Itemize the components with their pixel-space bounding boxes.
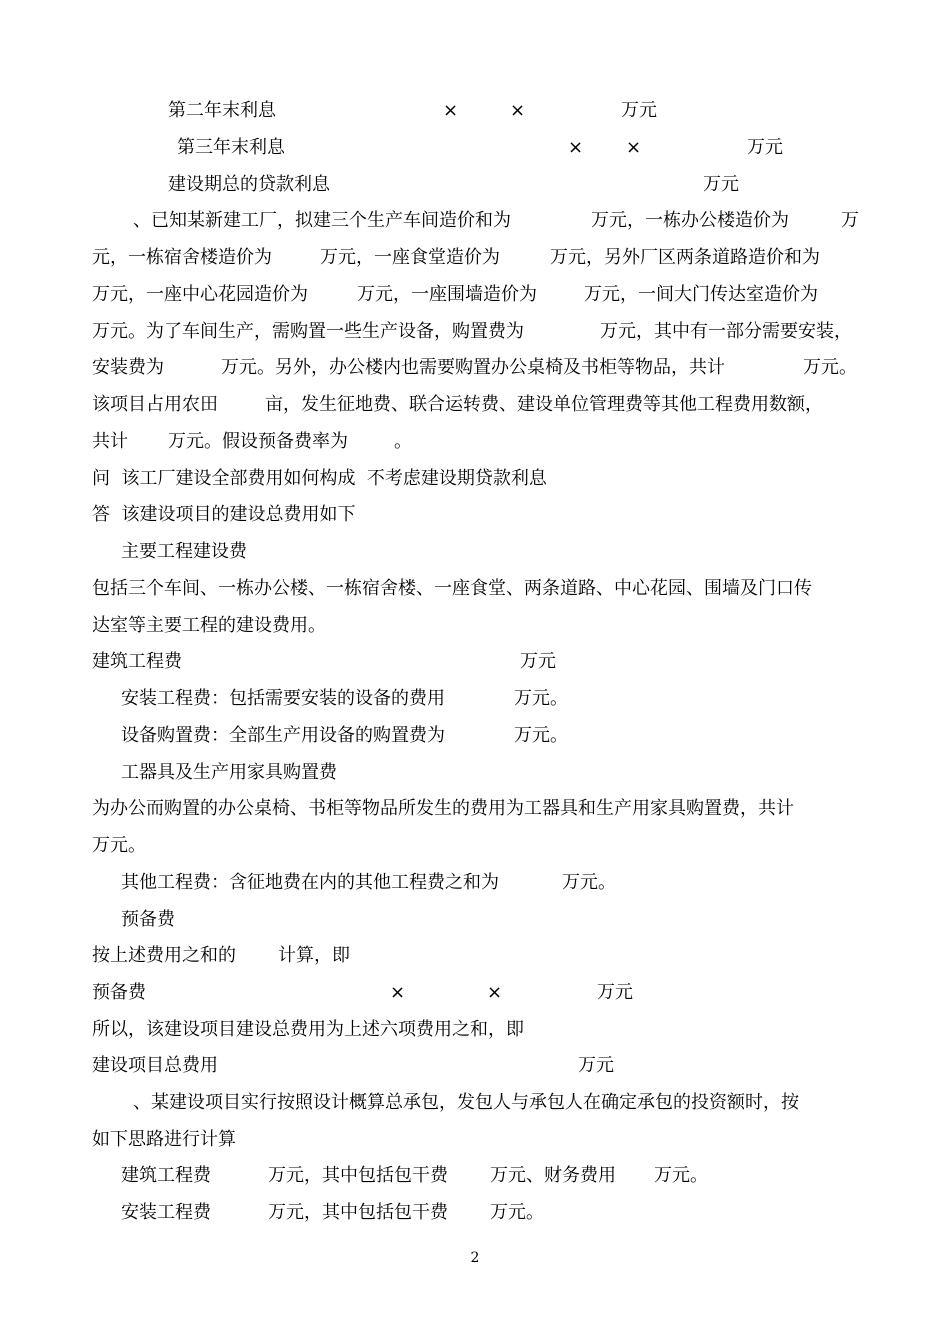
- text-line: [0, 245, 950, 273]
- text-segment: 万元。假设预备费率为: [168, 431, 348, 452]
- text-segment: 包括三个车间、一栋办公楼、一栋宿舍楼、一座食堂、两条道路、中心花园、围墙及门口传: [92, 578, 812, 599]
- text-segment: 建设项目总费用: [92, 1055, 218, 1076]
- text-segment: 第三年末利息: [177, 137, 285, 158]
- text-line: [0, 172, 950, 200]
- text-line: [0, 429, 950, 457]
- text-segment: 万元，一栋办公楼造价为: [591, 210, 789, 231]
- text-line: [0, 208, 950, 236]
- text-segment: 万: [841, 210, 859, 231]
- text-segment: 安装工程费: [121, 1202, 211, 1223]
- page-number: 2: [470, 1250, 480, 1266]
- text-line: [0, 576, 950, 604]
- text-segment: 建筑工程费: [121, 1165, 211, 1186]
- text-line: [0, 943, 950, 971]
- text-line: [0, 1200, 950, 1228]
- text-segment: 元，一栋宿舍楼造价为: [92, 247, 272, 268]
- text-segment: 万元: [621, 100, 657, 121]
- text-segment: 、某建设项目实行按照设计概算总承包，发包人与承包人在确定承包的投资额时，按: [133, 1092, 799, 1113]
- text-segment: 万元，其中包括包干费: [268, 1202, 448, 1223]
- text-line: [0, 796, 950, 824]
- text-segment: 其他工程费：含征地费在内的其他工程费之和为: [121, 872, 499, 893]
- text-line: [0, 1163, 950, 1191]
- text-line: [0, 98, 950, 126]
- text-line: [0, 1090, 950, 1118]
- text-segment: 如下思路进行计算: [92, 1129, 236, 1150]
- text-segment: ×: [443, 100, 459, 121]
- text-segment: 万元。: [803, 357, 857, 378]
- text-segment: 主要工程建设费: [121, 541, 247, 562]
- text-segment: 问 该工厂建设全部费用如何构成 不考虑建设期贷款利息: [92, 468, 547, 489]
- text-line: [0, 502, 950, 530]
- text-segment: 、已知某新建工厂，拟建三个生产车间造价和为: [133, 210, 511, 231]
- text-segment: 亩，发生征地费、联合运转费、建设单位管理费等其他工程费用数额，: [265, 394, 823, 415]
- text-segment: 。: [394, 431, 412, 452]
- text-line: [0, 466, 950, 494]
- text-segment: 万元: [520, 651, 556, 672]
- text-segment: 万元，一间大门传达室造价为: [584, 284, 818, 305]
- text-segment: 万元，另外厂区两条道路造价和为: [550, 247, 820, 268]
- text-line: [0, 980, 950, 1008]
- text-line: [0, 355, 950, 383]
- text-segment: 设备购置费：全部生产用设备的购置费为: [121, 725, 445, 746]
- text-segment: 计算，即: [278, 945, 350, 966]
- text-segment: 安装费为: [92, 357, 164, 378]
- text-segment: 万元。: [514, 688, 568, 709]
- text-segment: 按上述费用之和的: [92, 945, 236, 966]
- text-segment: 预备费: [92, 982, 146, 1003]
- section-heading: [0, 907, 950, 935]
- text-segment: 万元: [747, 137, 783, 158]
- text-segment: 建设期总的贷款利息: [168, 174, 330, 195]
- text-segment: 万元，一座围墙造价为: [357, 284, 537, 305]
- text-line: [0, 649, 950, 677]
- text-segment: 万元，一座食堂造价为: [320, 247, 500, 268]
- text-line: [0, 833, 950, 861]
- text-segment: 万元。另外，办公楼内也需要购置办公桌椅及书柜等物品，共计: [221, 357, 725, 378]
- text-line: [0, 1053, 950, 1081]
- text-segment: 工器具及生产用家具购置费: [121, 762, 337, 783]
- text-segment: 万元、财务费用: [490, 1165, 616, 1186]
- text-segment: 万元: [578, 1055, 614, 1076]
- text-line: [0, 282, 950, 310]
- text-line: [0, 870, 950, 898]
- text-line: [0, 135, 950, 163]
- text-segment: 万元: [703, 174, 739, 195]
- text-segment: 万元，其中包括包干费: [268, 1165, 448, 1186]
- text-segment: 万元: [597, 982, 633, 1003]
- text-segment: 所以，该建设项目建设总费用为上述六项费用之和，即: [92, 1019, 524, 1040]
- text-line: [0, 319, 950, 347]
- text-line: [0, 1017, 950, 1045]
- text-segment: 万元。为了车间生产，需购置一些生产设备，购置费为: [92, 321, 524, 342]
- text-segment: ×: [510, 100, 526, 121]
- text-line: [0, 392, 950, 420]
- text-line: [0, 1127, 950, 1155]
- text-segment: 达室等主要工程的建设费用。: [92, 615, 326, 636]
- text-segment: 建筑工程费: [92, 651, 182, 672]
- text-segment: 安装工程费：包括需要安装的设备的费用: [121, 688, 445, 709]
- text-segment: ×: [487, 982, 503, 1003]
- text-segment: 万元。: [92, 835, 146, 856]
- text-line: [0, 723, 950, 751]
- text-segment: 万元。: [562, 872, 616, 893]
- text-segment: ×: [390, 982, 406, 1003]
- text-segment: 预备费: [121, 909, 175, 930]
- text-segment: ×: [626, 137, 642, 158]
- text-segment: 该项目占用农田: [92, 394, 218, 415]
- text-segment: 万元，其中有一部分需要安装，: [600, 321, 852, 342]
- text-line: [0, 613, 950, 641]
- text-segment: ×: [568, 137, 584, 158]
- text-segment: 答 该建设项目的建设总费用如下: [92, 504, 356, 525]
- text-segment: 共计: [92, 431, 128, 452]
- text-segment: 万元。: [514, 725, 568, 746]
- text-segment: 万元，一座中心花园造价为: [92, 284, 308, 305]
- text-line: [0, 686, 950, 714]
- section-heading: [0, 760, 950, 788]
- text-segment: 万元。: [490, 1202, 544, 1223]
- text-segment: 第二年末利息: [168, 100, 276, 121]
- text-segment: 为办公而购置的办公桌椅、书柜等物品所发生的费用为工器具和生产用家具购置费，共计: [92, 798, 794, 819]
- text-segment: 万元。: [654, 1165, 708, 1186]
- section-heading: [0, 539, 950, 567]
